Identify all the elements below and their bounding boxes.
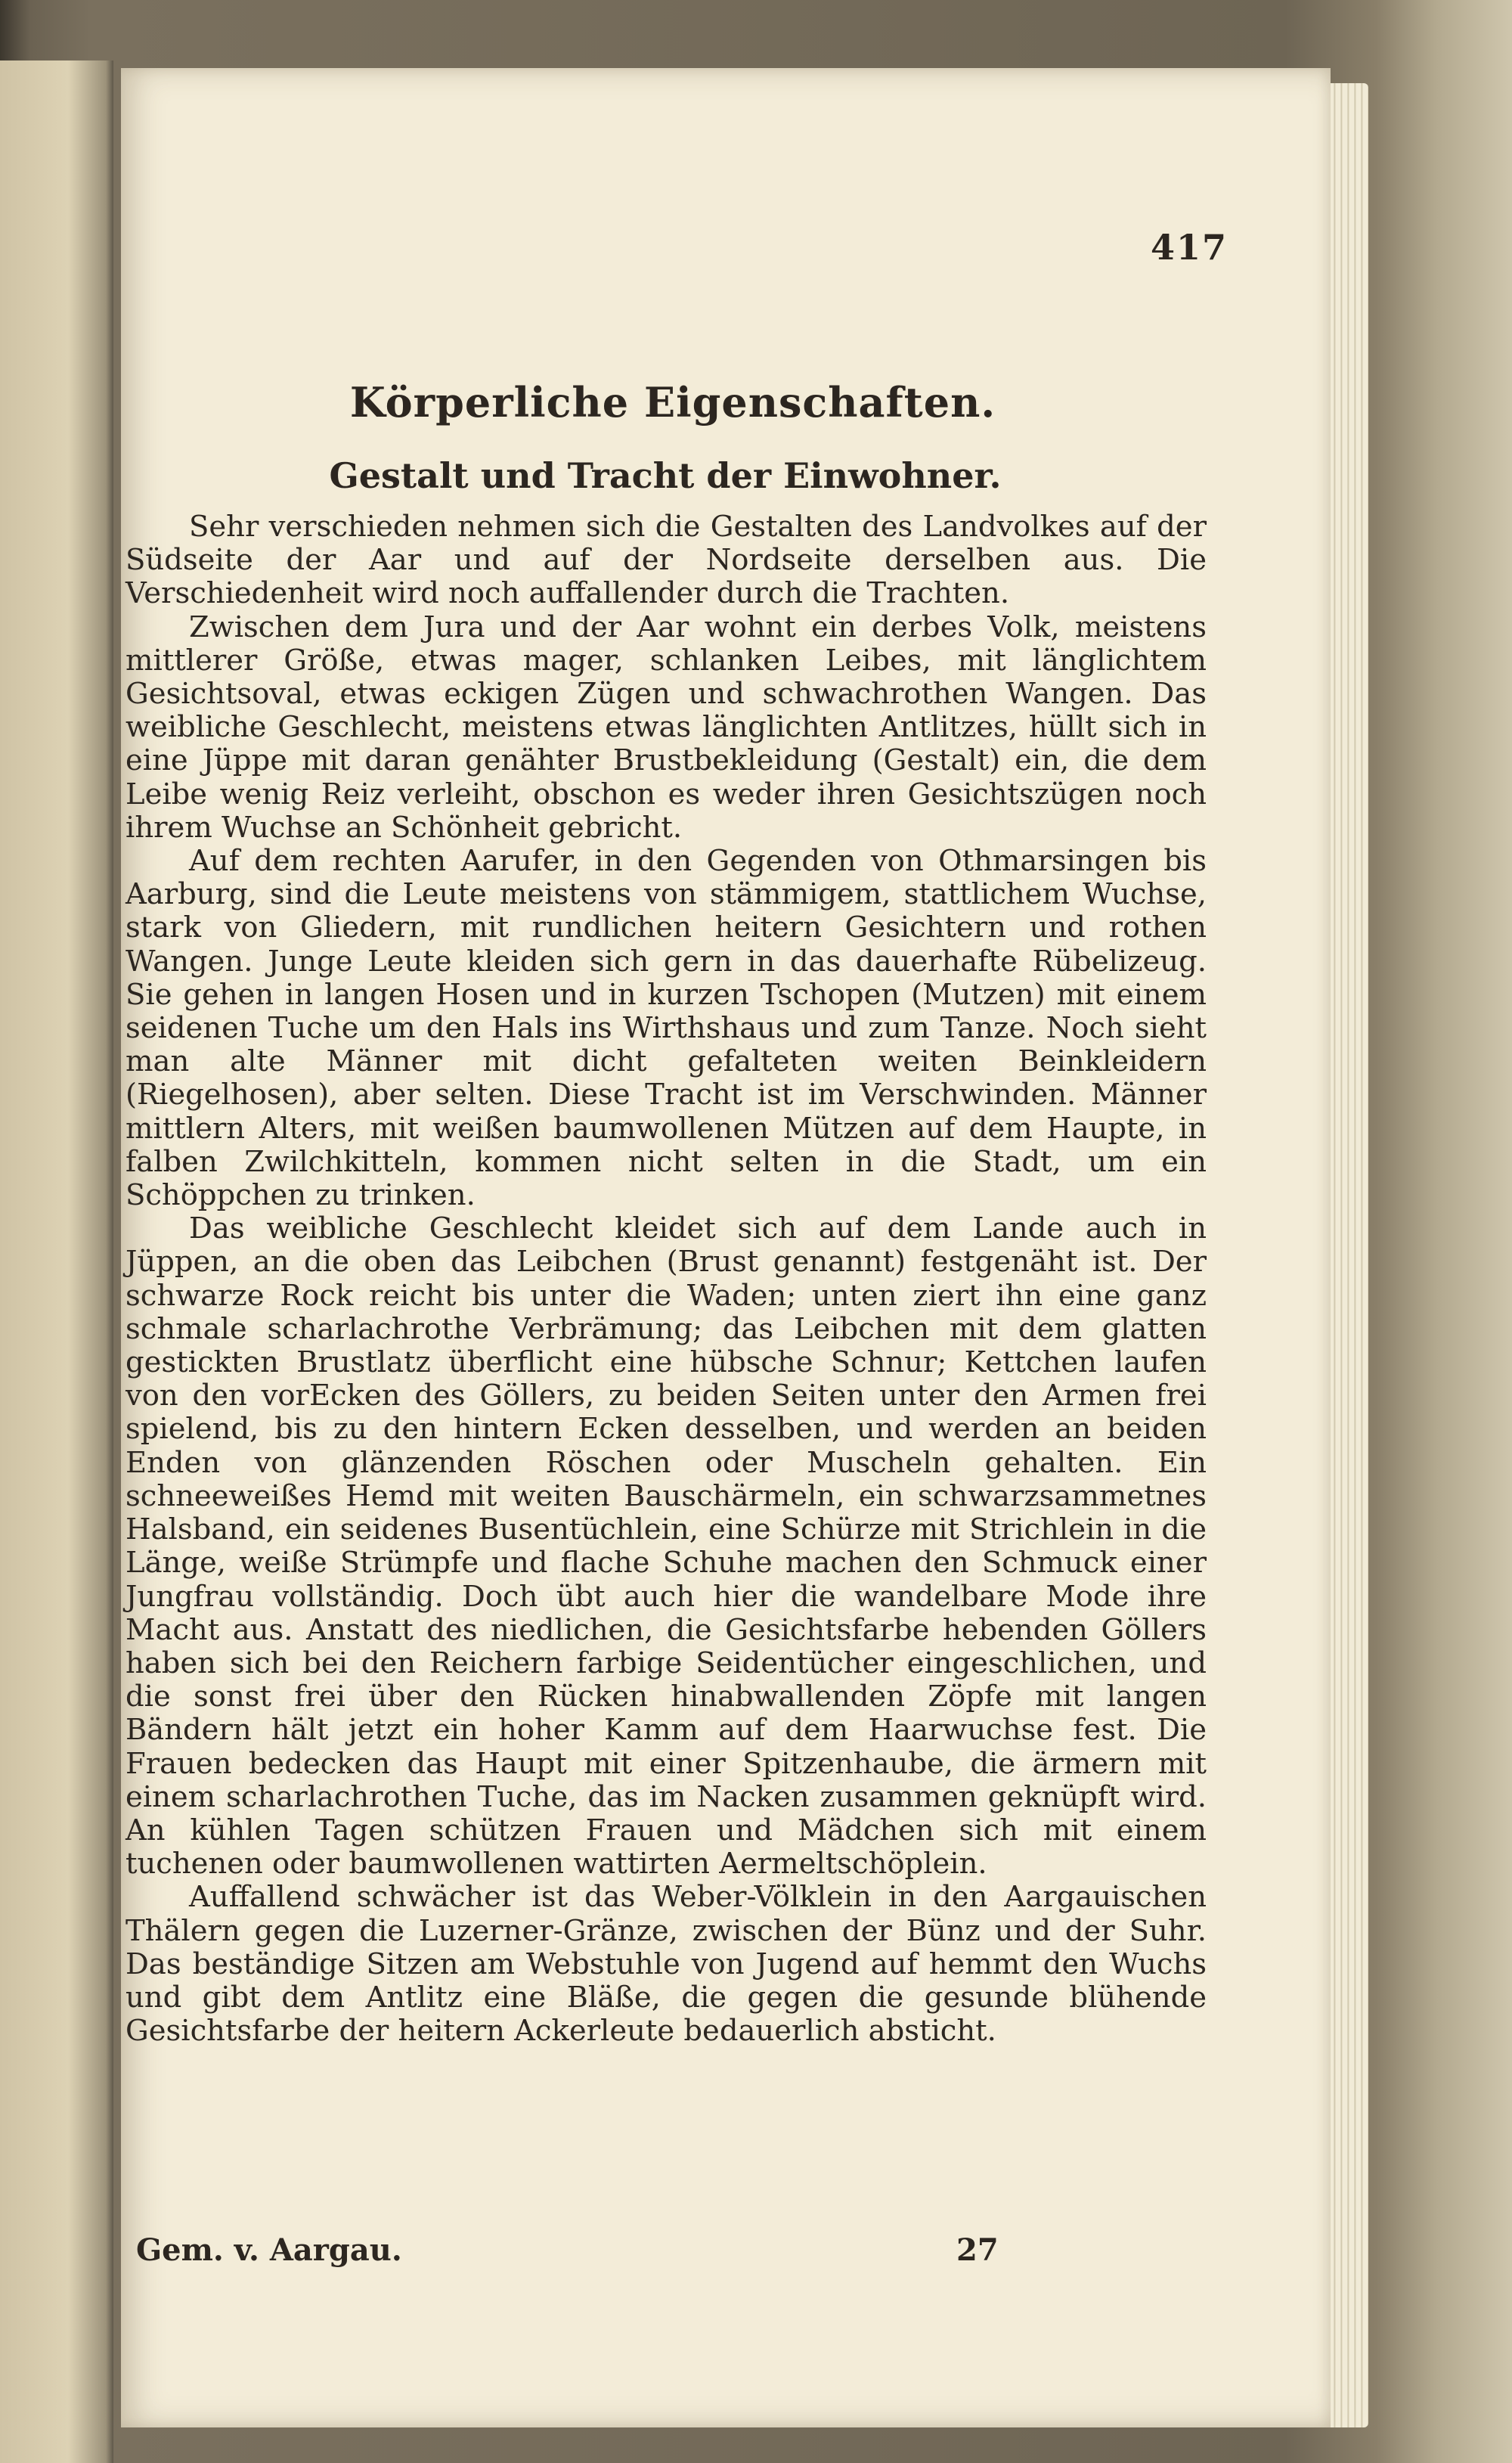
body-text xyxy=(125,510,1207,2048)
book-page xyxy=(121,68,1331,2427)
left-page-edge xyxy=(0,60,113,2463)
paragraph: Das weibliche Geschlecht kleidet sich auf dem Lande auch in Jüppen, an die oben das Leibchen (Brust genannt) festgenäht ist. Der schwarze Rock reicht bis unter die Waden; unten ziert ihn eine ganz schmale scharlachrothe Verbrämung; das Leibchen mit dem glatten gestickten Brustlatz überflicht eine hübsche Schnur; Kettchen laufen von den vorEcken des Göllers, zu beiden Seiten unter den Armen frei spielend, bis zu den hintern Ecken desselben, und werden an beiden Enden von glänzenden Röschen oder Muscheln gehalten. Ein schneeweißes Hemd mit weiten Bauschärmeln, ein schwarzsammetnes Halsband, ein seidenes Busentüchlein, eine Schürze mit Strichlein in die Länge, weiße Strümpfe und flache Schuhe machen den Schmuck einer Jungfrau vollständig. Doch übt auch hier die wandelbare Mode ihre Macht aus. Anstatt des niedlichen, die Gesichtsfarbe hebenden Göllers haben sich bei den Reichern farbige Seidentücher eingeschlichen, und die sonst frei über den Rücken hinabwallenden Zöpfe mit langen Bändern hält jetzt ein hoher Kamm auf dem Haarwuchse fest. Die Frauen bedecken das Haupt mit einer Spitzenhaube, die ärmern mit einem scharlachrothen Tuche, das im Nacken zusammen geknüpft wird. An kühlen Tagen schützen Frauen und Mädchen sich mit einem tuchenen oder baumwollenen wattirten Aermeltschöplein. xyxy=(125,1211,1207,1881)
chapter-title: Körperliche Eigenschaften. xyxy=(349,378,996,427)
paragraph: Auffallend schwächer ist das Weber-Völklein in den Aargauischen Thälern gegen die Luzerner-Gränze, zwischen der Bünz und der Suhr. Das beständige Sitzen am Webstuhle von Jugend auf hemmt den Wuchs und gibt dem Antlitz eine Bläße, die gegen die gesunde blühende Gesichtsfarbe der heitern Ackerleute bedauerlich absticht. xyxy=(125,1880,1207,2049)
paragraph: Auf dem rechten Aarufer, in den Gegenden von Othmarsingen bis Aarburg, sind die Leute meistens von stämmigem, stattlichem Wuchse, stark von Gliedern, mit rundlichen heitern Gesichtern und rothen Wangen. Junge Leute kleiden sich gern in das dauerhafte Rübelizeug. Sie gehen in langen Hosen und in kurzen Tschopen (Mutzen) mit einem seidenen Tuche um den Hals ins Wirthshaus und zum Tanze. Noch sieht man alte Männer mit dicht gefalteten weiten Beinkleidern (Riegelhosen), aber selten. Diese Tracht ist im Verschwinden. Männer mittlern Alters, mit weißen baumwollenen Mützen auf dem Haupte, in falben Zwilchkitteln, kommen nicht selten in die Stadt, um ein Schöppchen zu trinken. xyxy=(125,844,1207,1213)
page-number: 417 xyxy=(1151,227,1228,268)
footer-signature: Gem. v. Aargau. xyxy=(136,2232,402,2268)
section-title: Gestalt und Tracht der Einwohner. xyxy=(329,455,1002,496)
paragraph: Zwischen dem Jura und der Aar wohnt ein derbes Volk, meistens mittlerer Größe, etwas mager, schlanken Leibes, mit länglichtem Gesichtsoval, etwas eckigen Zügen und schwachrothen Wangen. Das weibliche Geschlecht, meistens etwas länglichten Antlitzes, hüllt sich in eine Jüppe mit daran genähter Brustbekleidung (Gestalt) ein, die dem Leibe wenig Reiz verleiht, obschon es weder ihren Gesichtszügen noch ihrem Wuchse an Schönheit gebricht. xyxy=(125,610,1207,845)
footer-sheet-number: 27 xyxy=(956,2232,999,2268)
paragraph: Sehr verschieden nehmen sich die Gestalten des Landvolkes auf der Südseite der Aar und auf der Nordseite derselben aus. Die Verschiedenheit wird noch auffallender durch die Trachten. xyxy=(125,510,1207,611)
